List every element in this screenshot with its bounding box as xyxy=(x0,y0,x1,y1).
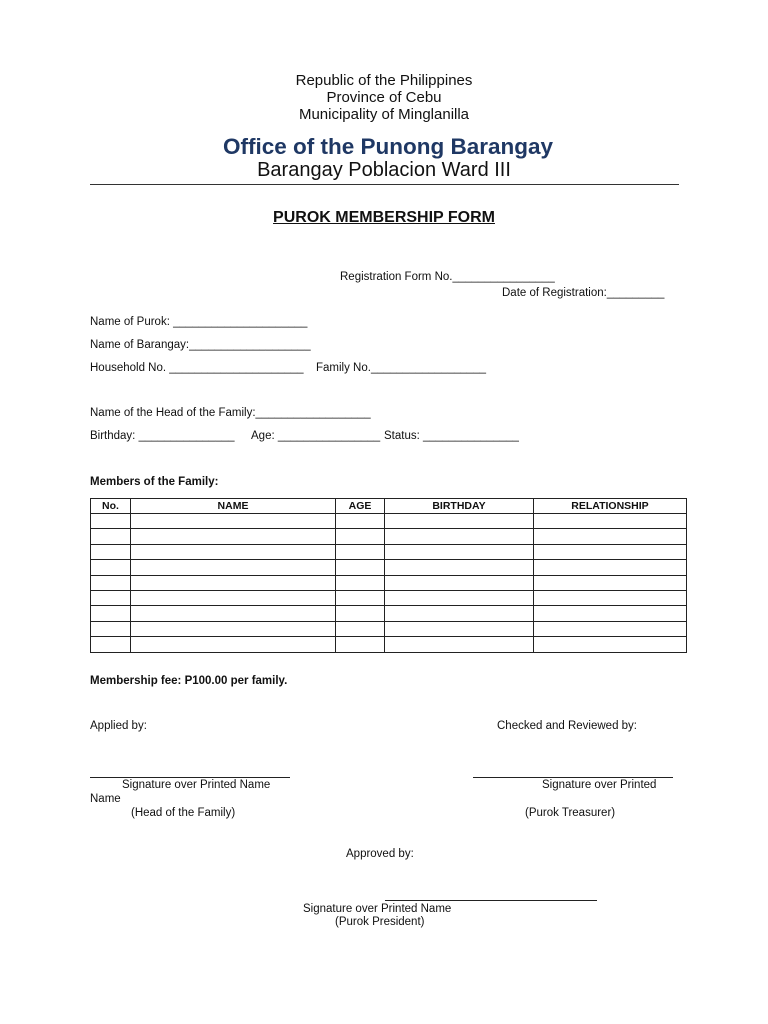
office-title: Office of the Punong Barangay xyxy=(222,134,554,159)
member-cell-name[interactable] xyxy=(131,575,336,590)
member-cell-birthday[interactable] xyxy=(385,544,534,559)
member-cell-relationship[interactable] xyxy=(534,529,687,544)
member-cell-age[interactable] xyxy=(336,621,385,636)
membership-fee: Membership fee: P100.00 per family. xyxy=(90,675,288,687)
status-field[interactable]: Status: _______________ xyxy=(384,430,519,442)
name-of-purok-field[interactable]: Name of Purok: _____________________ xyxy=(90,316,308,328)
member-cell-age[interactable] xyxy=(336,560,385,575)
member-cell-birthday[interactable] xyxy=(385,621,534,636)
head-role: (Head of the Family) xyxy=(131,807,236,819)
member-row xyxy=(91,637,687,652)
member-cell-age[interactable] xyxy=(336,590,385,605)
member-cell-no[interactable] xyxy=(91,606,131,621)
members-label: Members of the Family: xyxy=(90,476,219,488)
member-cell-no[interactable] xyxy=(91,637,131,652)
member-cell-age[interactable] xyxy=(336,606,385,621)
member-cell-age[interactable] xyxy=(336,514,385,529)
member-row xyxy=(91,590,687,605)
member-cell-name[interactable] xyxy=(131,560,336,575)
column-header-birthday: BIRTHDAY xyxy=(385,499,534,514)
header-province: Province of Cebu xyxy=(326,89,442,106)
member-cell-no[interactable] xyxy=(91,575,131,590)
member-cell-relationship[interactable] xyxy=(534,560,687,575)
member-cell-name[interactable] xyxy=(131,544,336,559)
member-cell-relationship[interactable] xyxy=(534,621,687,636)
member-cell-name[interactable] xyxy=(131,606,336,621)
member-cell-relationship[interactable] xyxy=(534,590,687,605)
member-cell-name[interactable] xyxy=(131,590,336,605)
registration-form-no[interactable]: Registration Form No.________________ xyxy=(340,271,555,283)
member-cell-birthday[interactable] xyxy=(385,637,534,652)
member-cell-age[interactable] xyxy=(336,575,385,590)
member-cell-no[interactable] xyxy=(91,621,131,636)
column-header-no: No. xyxy=(91,499,131,514)
member-cell-birthday[interactable] xyxy=(385,590,534,605)
form-title: PUROK MEMBERSHIP FORM xyxy=(273,209,495,226)
head-of-family-field[interactable]: Name of the Head of the Family:__________________ xyxy=(90,407,371,419)
member-row xyxy=(91,606,687,621)
member-cell-name[interactable] xyxy=(131,621,336,636)
column-header-age: AGE xyxy=(336,499,385,514)
column-header-relationship: RELATIONSHIP xyxy=(534,499,687,514)
member-cell-name[interactable] xyxy=(131,637,336,652)
name-of-barangay-field[interactable]: Name of Barangay:___________________ xyxy=(90,339,311,351)
member-cell-birthday[interactable] xyxy=(385,575,534,590)
member-cell-age[interactable] xyxy=(336,637,385,652)
member-row xyxy=(91,560,687,575)
member-cell-no[interactable] xyxy=(91,544,131,559)
treasurer-signature-line[interactable] xyxy=(473,777,673,778)
barangay-name: Barangay Poblacion Ward III xyxy=(257,159,511,181)
treasurer-role: (Purok Treasurer) xyxy=(525,807,616,819)
member-cell-birthday[interactable] xyxy=(385,606,534,621)
member-row xyxy=(91,621,687,636)
family-no-field[interactable]: Family No.__________________ xyxy=(316,362,487,374)
header-republic: Republic of the Philippines xyxy=(295,72,473,89)
president-signature-caption: Signature over Printed Name xyxy=(303,903,452,915)
member-cell-age[interactable] xyxy=(336,544,385,559)
birthday-field[interactable]: Birthday: _______________ xyxy=(90,430,235,442)
member-cell-no[interactable] xyxy=(91,529,131,544)
header-municipality: Municipality of Minglanilla xyxy=(298,106,470,123)
member-row xyxy=(91,544,687,559)
member-cell-name[interactable] xyxy=(131,514,336,529)
member-cell-no[interactable] xyxy=(91,560,131,575)
treasurer-signature-caption: Signature over Printed xyxy=(542,779,657,791)
member-cell-birthday[interactable] xyxy=(385,560,534,575)
member-cell-relationship[interactable] xyxy=(534,575,687,590)
head-signature-caption-wrap: Name xyxy=(90,793,121,805)
column-header-name: NAME xyxy=(131,499,336,514)
member-row xyxy=(91,514,687,529)
members-table xyxy=(90,498,687,653)
member-cell-relationship[interactable] xyxy=(534,637,687,652)
president-signature-line[interactable] xyxy=(385,900,597,901)
household-no-field[interactable]: Household No. _____________________ xyxy=(90,362,304,374)
head-signature-caption: Signature over Printed Name xyxy=(122,779,271,791)
member-cell-birthday[interactable] xyxy=(385,529,534,544)
header-divider xyxy=(90,184,679,185)
member-cell-no[interactable] xyxy=(91,590,131,605)
member-cell-name[interactable] xyxy=(131,529,336,544)
member-row xyxy=(91,575,687,590)
head-signature-line[interactable] xyxy=(90,777,290,778)
age-field[interactable]: Age: ________________ xyxy=(251,430,381,442)
date-of-registration[interactable]: Date of Registration:_________ xyxy=(502,287,665,299)
member-cell-relationship[interactable] xyxy=(534,606,687,621)
member-cell-age[interactable] xyxy=(336,529,385,544)
members-header-row xyxy=(91,499,687,514)
member-row xyxy=(91,529,687,544)
applied-by-label: Applied by: xyxy=(90,720,147,732)
approved-by-label: Approved by: xyxy=(346,848,414,860)
member-cell-relationship[interactable] xyxy=(534,514,687,529)
president-role: (Purok President) xyxy=(335,916,425,928)
member-cell-relationship[interactable] xyxy=(534,544,687,559)
member-cell-no[interactable] xyxy=(91,514,131,529)
member-cell-birthday[interactable] xyxy=(385,514,534,529)
checked-by-label: Checked and Reviewed by: xyxy=(497,720,637,732)
